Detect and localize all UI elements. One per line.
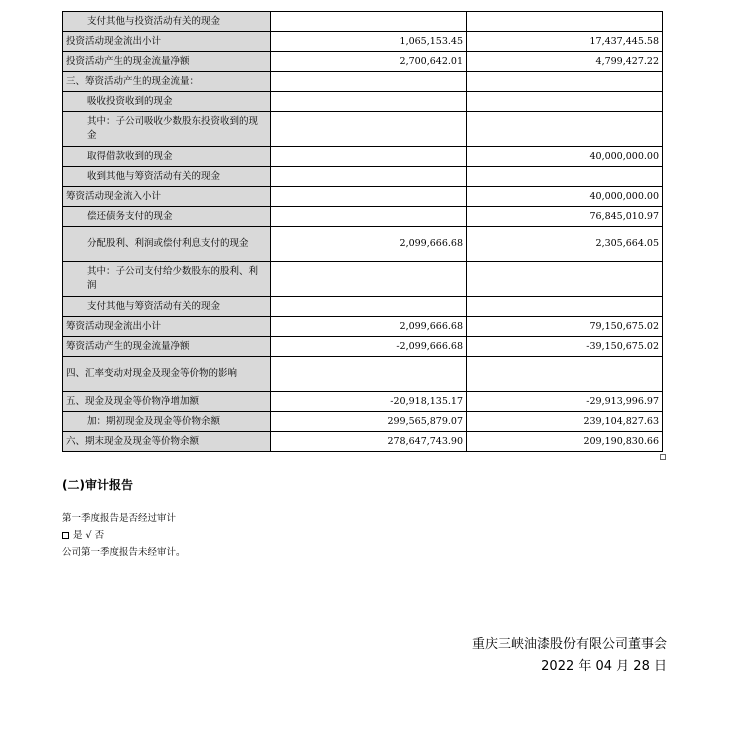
table-row xyxy=(63,227,663,262)
row-label: 四、汇率变动对现金及现金等价物的影响 xyxy=(63,357,271,392)
prior-period-value xyxy=(467,72,663,92)
current-period-value xyxy=(271,12,467,32)
signature-company: 重庆三峡油漆股份有限公司董事会 xyxy=(471,637,667,652)
row-label: 分配股利、利润或偿付利息支付的现金 xyxy=(63,227,271,262)
current-period-value xyxy=(271,357,467,392)
row-label: 支付其他与投资活动有关的现金 xyxy=(63,12,271,32)
row-label: 收到其他与筹资活动有关的现金 xyxy=(63,167,271,187)
table-row xyxy=(63,167,663,187)
current-period-value: 2,099,666.68 xyxy=(271,227,467,262)
cash-flow-table xyxy=(62,11,663,452)
current-period-value: 299,565,879.07 xyxy=(271,412,467,432)
table-row xyxy=(63,317,663,337)
table-row xyxy=(63,52,663,72)
current-period-value: -2,099,666.68 xyxy=(271,337,467,357)
prior-period-value: 209,190,830.66 xyxy=(467,432,663,452)
row-label: 吸收投资收到的现金 xyxy=(63,92,271,112)
current-period-value xyxy=(271,297,467,317)
row-label: 投资活动产生的现金流量净额 xyxy=(63,52,271,72)
prior-period-value: 239,104,827.63 xyxy=(467,412,663,432)
table-row xyxy=(63,262,663,297)
table-row xyxy=(63,432,663,452)
row-label: 六、期末现金及现金等价物余额 xyxy=(63,432,271,452)
row-label: 加：期初现金及现金等价物余额 xyxy=(63,412,271,432)
audit-statement: 公司第一季度报告未经审计。 xyxy=(62,547,186,558)
table-row xyxy=(63,392,663,412)
prior-period-value: 76,845,010.97 xyxy=(467,207,663,227)
table-row xyxy=(63,32,663,52)
audit-question: 第一季度报告是否经过审计 xyxy=(62,513,177,524)
current-period-value: -20,918,135.17 xyxy=(271,392,467,412)
current-period-value: 2,099,666.68 xyxy=(271,317,467,337)
table-row xyxy=(63,337,663,357)
row-label: 支付其他与筹资活动有关的现金 xyxy=(63,297,271,317)
audit-options-label: 是 √ 否 xyxy=(73,530,105,541)
prior-period-value xyxy=(467,167,663,187)
current-period-value: 1,065,153.45 xyxy=(271,32,467,52)
row-label: 投资活动现金流出小计 xyxy=(63,32,271,52)
row-label: 偿还债务支付的现金 xyxy=(63,207,271,227)
prior-period-value xyxy=(467,262,663,297)
table-row xyxy=(63,12,663,32)
checkbox-icon xyxy=(62,532,69,539)
table-row xyxy=(63,207,663,227)
current-period-value xyxy=(271,167,467,187)
current-period-value: 278,647,743.90 xyxy=(271,432,467,452)
table-row xyxy=(63,147,663,167)
prior-period-value: 17,437,445.58 xyxy=(467,32,663,52)
prior-period-value xyxy=(467,297,663,317)
signature-date: 2022 年 04 月 28 日 xyxy=(541,659,667,674)
table-row xyxy=(63,72,663,92)
prior-period-value: -29,913,996.97 xyxy=(467,392,663,412)
current-period-value xyxy=(271,262,467,297)
row-label: 筹资活动产生的现金流量净额 xyxy=(63,337,271,357)
prior-period-value xyxy=(467,357,663,392)
table-row xyxy=(63,187,663,207)
row-label: 其中：子公司吸收少数股东投资收到的现金 xyxy=(63,112,271,147)
row-label: 三、筹资活动产生的现金流量： xyxy=(63,72,271,92)
table-row xyxy=(63,297,663,317)
audit-options xyxy=(62,527,104,541)
prior-period-value xyxy=(467,112,663,147)
prior-period-value: 40,000,000.00 xyxy=(467,147,663,167)
row-label: 筹资活动现金流入小计 xyxy=(63,187,271,207)
current-period-value: 2,700,642.01 xyxy=(271,52,467,72)
table-row xyxy=(63,112,663,147)
prior-period-value: -39,150,675.02 xyxy=(467,337,663,357)
row-label: 取得借款收到的现金 xyxy=(63,147,271,167)
current-period-value xyxy=(271,72,467,92)
current-period-value xyxy=(271,147,467,167)
current-period-value xyxy=(271,207,467,227)
table-row xyxy=(63,412,663,432)
cash-flow-table-body xyxy=(63,12,663,452)
table-corner-marker xyxy=(660,454,666,460)
audit-report-title: (二)审计报告 xyxy=(62,478,133,492)
row-label: 筹资活动现金流出小计 xyxy=(63,317,271,337)
prior-period-value: 2,305,664.05 xyxy=(467,227,663,262)
prior-period-value: 4,799,427.22 xyxy=(467,52,663,72)
table-row xyxy=(63,357,663,392)
prior-period-value: 79,150,675.02 xyxy=(467,317,663,337)
prior-period-value xyxy=(467,12,663,32)
table-row xyxy=(63,92,663,112)
prior-period-value: 40,000,000.00 xyxy=(467,187,663,207)
prior-period-value xyxy=(467,92,663,112)
current-period-value xyxy=(271,187,467,207)
row-label: 其中：子公司支付给少数股东的股利、利润 xyxy=(63,262,271,297)
row-label: 五、现金及现金等价物净增加额 xyxy=(63,392,271,412)
current-period-value xyxy=(271,112,467,147)
current-period-value xyxy=(271,92,467,112)
